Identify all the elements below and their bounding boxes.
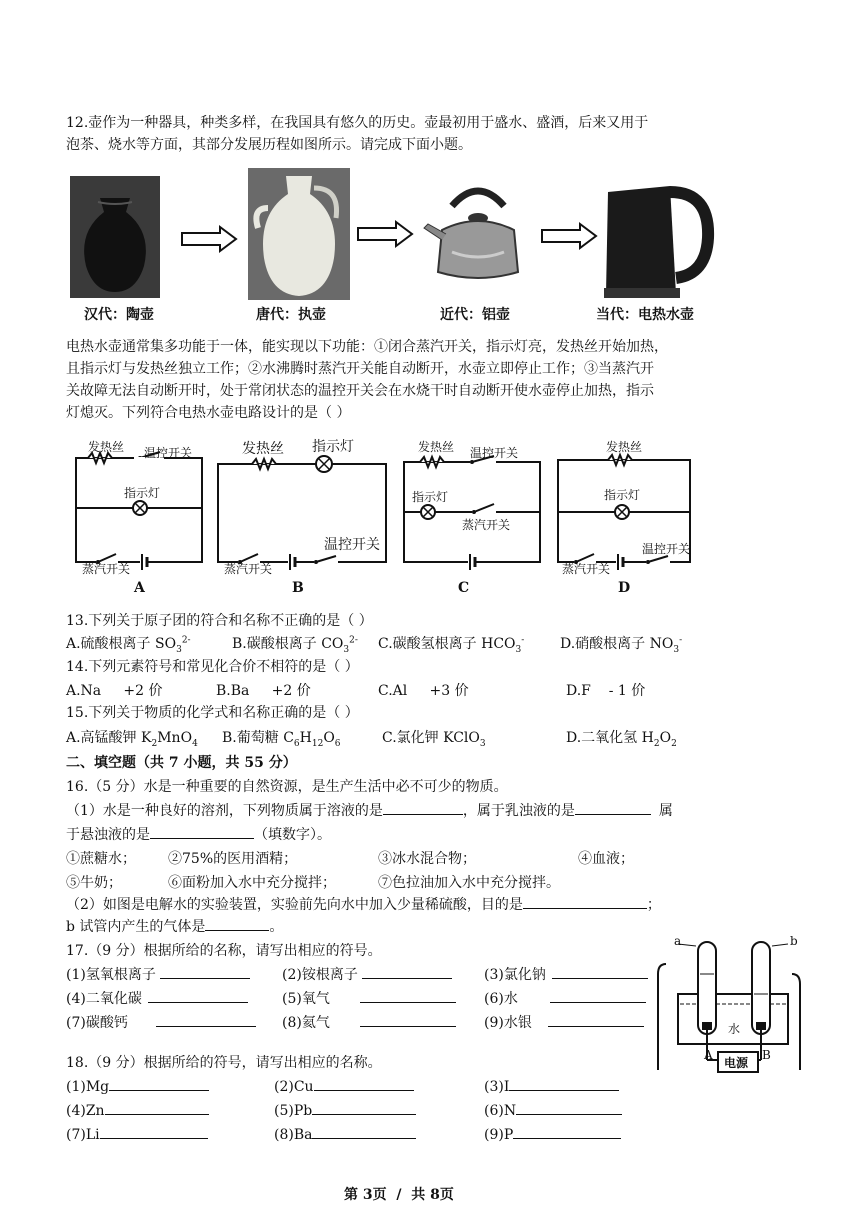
arrow-2 <box>356 220 416 252</box>
q17-item-7: (7)碳酸钙 <box>66 1012 256 1032</box>
q12-stem-line2: 泡茶、烧水等方面，其部分发展历程如图所示。请完成下面小题。 <box>66 137 472 153</box>
q16-opt1: ①蔗糖水； <box>66 851 136 867</box>
answer-blank[interactable] <box>362 964 452 979</box>
q18-item-8: (8)Ba <box>274 1124 416 1143</box>
caption-han: 汉代：陶壶 <box>84 307 154 323</box>
q13-option-b: B.碳酸根离子 $CO_3^{2-}$ <box>232 635 358 655</box>
answer-blank[interactable] <box>160 964 250 979</box>
q15-option-c: C.氯化钾 KClO$_3$ <box>382 730 486 749</box>
q17-item-2: (2)铵根离子 <box>282 964 452 984</box>
answer-blank[interactable] <box>312 1100 416 1115</box>
q14-option-d: D.F - 1 价 <box>566 683 646 699</box>
q16-part1-line2: 于悬浊液的是 （填数字）。 <box>66 824 331 846</box>
circuit-d-heater-label: 发热丝 <box>606 440 643 454</box>
q15-option-b: B.葡萄糖 $C_6H_{12}O_6$ <box>222 730 341 749</box>
q16-opt4: ④血液； <box>578 851 634 867</box>
arrow-1 <box>180 225 240 257</box>
circuit-d <box>552 440 702 596</box>
q18-item-1: (1)Mg <box>66 1076 209 1095</box>
circuit-c-temp-label: 温控开关 <box>470 446 519 460</box>
q17-item-9: (9)水银 <box>484 1012 644 1032</box>
circuit-b-letter: B <box>292 580 304 596</box>
arrow-3 <box>540 222 600 254</box>
q13-option-c: C.碳酸氢根离子 $HCO_3^-$ <box>378 635 525 655</box>
q12-para-line2: 且指示灯与发热丝独立工作；②水沸腾时蒸汽开关能自动断开，水壶立即停止工作；③当蒸汽开 <box>66 361 654 377</box>
answer-blank[interactable] <box>148 988 248 1003</box>
circuit-a-steam-label: 蒸汽开关 <box>82 562 131 576</box>
circuit-c-letter: C <box>458 580 470 596</box>
circuit-c-heater-label: 发热丝 <box>418 440 455 454</box>
q14-option-c: C.Al +3 价 <box>378 683 469 699</box>
circuit-b-temp-label: 温控开关 <box>324 537 380 553</box>
circuit-b <box>212 439 392 596</box>
q15-stem: 15.下列关于物质的化学式和名称正确的是（ ） <box>66 705 359 721</box>
han-pottery-pot-image <box>70 176 160 298</box>
answer-blank[interactable] <box>383 800 463 815</box>
electric-kettle-image <box>600 178 716 302</box>
q15-option-a: A.高锰酸钾 $K_2MnO_4$ <box>66 730 198 749</box>
q16-part2-line2: b 试管内产生的气体是 。 <box>66 916 283 938</box>
q14-option-b: B.Ba +2 价 <box>216 683 311 699</box>
q14-stem: 14.下列元素符号和常见化合价不相符的是（ ） <box>66 659 359 675</box>
q18-stem: 18.（9 分）根据所给的符号，请写出相应的名称。 <box>66 1055 382 1071</box>
apparatus-electrode-b: B <box>762 1048 771 1062</box>
circuit-a-lamp-label: 指示灯 <box>124 486 161 500</box>
apparatus-power-label: 电源 <box>724 1056 749 1070</box>
caption-tang: 唐代：执壶 <box>256 307 326 323</box>
q17-item-4: (4)二氧化碳 <box>66 988 248 1008</box>
answer-blank[interactable] <box>509 1076 619 1091</box>
q16-part1-line1: （1）水是一种良好的溶剂，下列物质属于溶液的是 ，属于乳浊液的是 属 <box>66 800 673 822</box>
answer-blank[interactable] <box>150 824 254 839</box>
circuit-d-lamp-label: 指示灯 <box>604 488 641 502</box>
circuit-a-letter: A <box>134 580 145 596</box>
answer-blank[interactable] <box>100 1124 208 1139</box>
q18-item-7: (7)Li <box>66 1124 208 1143</box>
tang-ewer-image <box>248 168 350 300</box>
circuit-d-temp-label: 温控开关 <box>642 542 691 556</box>
q18-item-9: (9)P <box>484 1124 621 1143</box>
answer-blank[interactable] <box>513 1124 621 1139</box>
answer-blank[interactable] <box>516 1100 622 1115</box>
q13-stem: 13.下列关于原子团的符合和名称不正确的是（ ） <box>66 613 373 629</box>
circuit-c-steam-label: 蒸汽开关 <box>462 518 511 532</box>
answer-blank[interactable] <box>552 964 648 979</box>
circuit-a-heater-label: 发热丝 <box>88 440 125 454</box>
circuit-d-steam-label: 蒸汽开关 <box>562 562 611 576</box>
circuit-b-heater-label: 发热丝 <box>242 441 284 457</box>
q17-item-5: (5)氧气 <box>282 988 456 1008</box>
circuit-b-lamp-label: 指示灯 <box>312 439 354 455</box>
q18-item-2: (2)Cu <box>274 1076 414 1095</box>
section-2-heading: 二、填空题（共 7 小题，共 55 分） <box>66 755 297 771</box>
circuit-c-lamp-label: 指示灯 <box>412 490 449 504</box>
q18-item-4: (4)Zn <box>66 1100 209 1119</box>
answer-blank[interactable] <box>314 1076 414 1091</box>
q16-opt3: ③冰水混合物； <box>378 851 476 867</box>
q16-opt6: ⑥面粉加入水中充分搅拌； <box>168 875 336 891</box>
circuit-c <box>398 440 548 596</box>
circuit-b-steam-label: 蒸汽开关 <box>224 562 273 576</box>
answer-blank[interactable] <box>523 894 647 909</box>
apparatus-label-b: b <box>790 934 798 948</box>
answer-blank[interactable] <box>548 1012 644 1027</box>
q18-item-6: (6)N <box>484 1100 622 1119</box>
answer-blank[interactable] <box>156 1012 256 1027</box>
caption-contemporary: 当代：电热水壶 <box>596 307 694 323</box>
q15-option-d: D.二氧化氢 $H_2O_2$ <box>566 730 677 749</box>
circuit-a <box>70 440 210 596</box>
caption-modern: 近代：铝壶 <box>440 307 510 323</box>
apparatus-water-label: 水 <box>728 1022 741 1036</box>
q17-item-3: (3)氯化钠 <box>484 964 648 984</box>
q16-opt5: ⑤牛奶； <box>66 875 122 891</box>
answer-blank[interactable] <box>575 800 651 815</box>
answer-blank[interactable] <box>109 1076 209 1091</box>
q16-part2-line1: （2）如图是电解水的实验装置，实验前先向水中加入少量稀硫酸，目的是 ； <box>66 894 661 916</box>
q18-item-5: (5)Pb <box>274 1100 416 1119</box>
q14-option-a: A.Na +2 价 <box>66 683 163 699</box>
q16-stem: 16.（5 分）水是一种重要的自然资源，是生产生活中必不可少的物质。 <box>66 779 508 795</box>
answer-blank[interactable] <box>360 988 456 1003</box>
aluminum-kettle-image <box>422 172 534 294</box>
circuit-a-temp-label: 温控开关 <box>144 446 193 460</box>
q16-opt7: ⑦色拉油加入水中充分搅拌。 <box>378 875 560 891</box>
electrolysis-apparatus <box>652 934 812 1080</box>
circuit-d-letter: D <box>618 580 631 596</box>
answer-blank[interactable] <box>312 1124 416 1139</box>
q18-item-3: (3)I <box>484 1076 619 1095</box>
q17-stem: 17.（9 分）根据所给的名称，请写出相应的符号。 <box>66 943 382 959</box>
q17-item-8: (8)氦气 <box>282 1012 456 1032</box>
q12-para-line1: 电热水壶通常集多功能于一体，能实现以下功能：①闭合蒸汽开关，指示灯亮，发热丝开始加热， <box>66 339 668 355</box>
q12-para-line3: 关故障无法自动断开时，处于常闭状态的温控开关会在水烧干时自动断开使水壶停止加热，指示 <box>66 383 654 399</box>
answer-blank[interactable] <box>360 1012 456 1027</box>
apparatus-electrode-a: A <box>704 1048 713 1062</box>
q13-option-d: D.硝酸根离子 $NO_3^-$ <box>560 635 683 655</box>
q17-item-1: (1)氢氧根离子 <box>66 964 250 984</box>
q13-option-a: A.硫酸根离子 $SO_3^{2-}$ <box>66 635 191 655</box>
answer-blank[interactable] <box>205 916 269 931</box>
q17-item-6: (6)水 <box>484 988 646 1008</box>
q16-opt2: ②75%的医用酒精； <box>168 851 298 867</box>
apparatus-label-a: a <box>674 934 682 948</box>
page-footer: 第 3页 / 共 8页 <box>344 1187 454 1203</box>
q12-stem-line1: 12.壶作为一种器具，种类多样，在我国具有悠久的历史。壶最初用于盛水、盛酒，后来又用于 <box>66 115 649 131</box>
answer-blank[interactable] <box>550 988 646 1003</box>
q12-para-line4: 灯熄灭。下列符合电热水壶电路设计的是（ ） <box>66 405 351 421</box>
answer-blank[interactable] <box>105 1100 209 1115</box>
